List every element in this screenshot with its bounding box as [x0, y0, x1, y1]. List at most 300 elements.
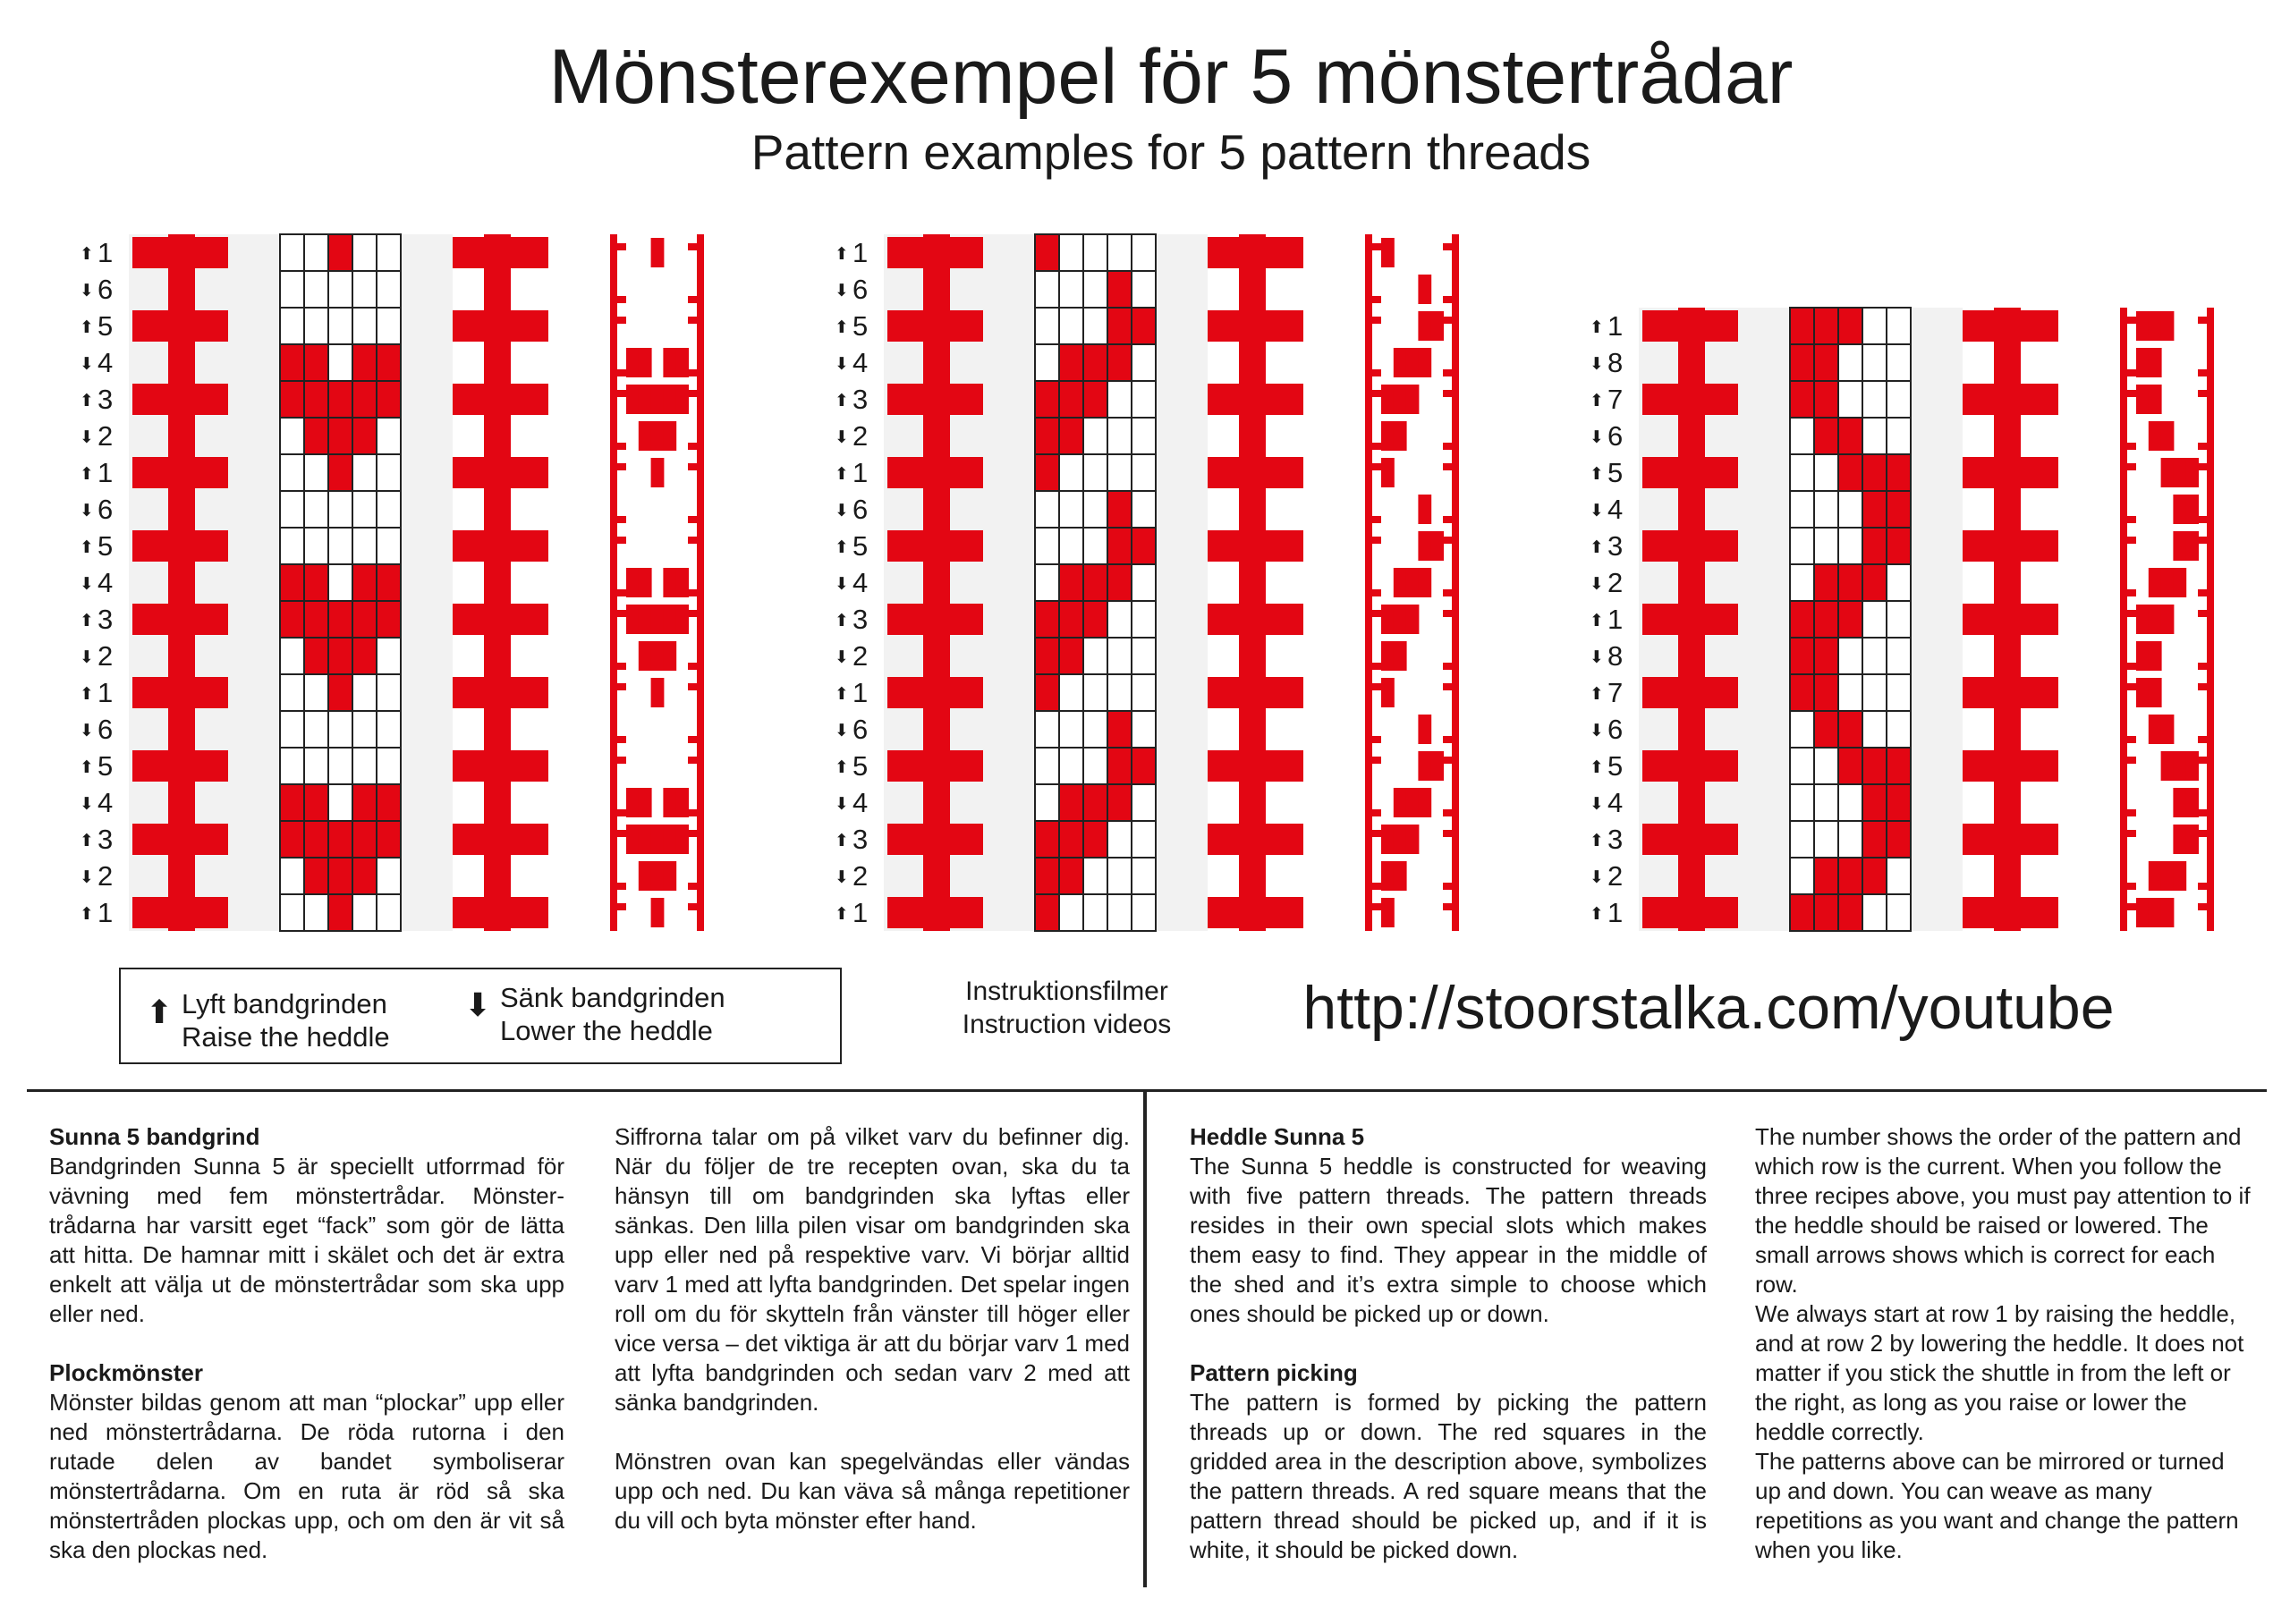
band-preview-tick — [617, 537, 626, 544]
arrow-down-icon: ⬇ — [1590, 722, 1604, 740]
row-label — [1586, 381, 1629, 418]
border-band-right-bar — [1994, 528, 2021, 564]
band-preview-edge — [1452, 638, 1459, 674]
border-band-left-bar — [923, 381, 950, 418]
row-number: 7 — [1607, 677, 1624, 708]
pattern-diagonal-cell — [1132, 858, 1156, 894]
pattern-diagonal-cell — [1035, 711, 1059, 748]
pattern-wave-cell — [1838, 381, 1862, 418]
band-preview-edge — [697, 784, 704, 821]
band-preview-tick — [1443, 463, 1452, 470]
legend-lower-en: Lower the heddle — [500, 1015, 713, 1046]
row-number: 4 — [98, 567, 114, 598]
pattern-heart-cell — [280, 308, 304, 344]
band-preview-edge — [1452, 418, 1459, 454]
pattern-wave-cell — [1887, 564, 1911, 601]
band-preview-motif — [1406, 385, 1420, 414]
pattern-heart-cell — [352, 308, 377, 344]
border-band-left-bar — [923, 564, 950, 601]
border-band-right-bar — [1994, 894, 2021, 931]
pattern-wave-cell — [1862, 601, 1887, 638]
band-preview-edge — [697, 491, 704, 528]
border-band-left-bar — [923, 711, 950, 748]
arrow-up-icon: ⬆ — [80, 905, 94, 924]
pattern-heart-cell — [377, 784, 401, 821]
band-preview-edge — [2120, 638, 2127, 674]
band-preview-tick — [688, 809, 697, 816]
pattern-heart-cell — [377, 418, 401, 454]
row-number: 1 — [852, 897, 869, 928]
pattern-diagonal-cell — [1035, 821, 1059, 858]
pattern-heart-cell — [304, 858, 328, 894]
border-band-right-bar — [484, 821, 511, 858]
pattern-heart-cell — [377, 308, 401, 344]
band-preview-motif — [2185, 825, 2199, 854]
pattern-wave-cell — [1814, 858, 1838, 894]
row-label — [831, 381, 874, 418]
band-preview-edge — [2120, 711, 2127, 748]
border-band-left-bar — [1678, 418, 1705, 454]
pattern-wave-cell — [1790, 454, 1814, 491]
band-preview-edge — [610, 234, 617, 271]
band-preview-tick — [617, 296, 626, 303]
band-preview-tick — [2198, 317, 2207, 324]
border-band-right-bar — [484, 491, 511, 528]
border-band-left-bar — [1678, 491, 1705, 528]
page-title: Mönsterexempel för 5 mönstertrådar — [548, 34, 1794, 120]
arrow-down-icon: ⬇ — [80, 502, 94, 520]
pattern-wave-cell — [1814, 564, 1838, 601]
pattern-heart-cell — [377, 894, 401, 931]
border-band-left-bar — [168, 564, 195, 601]
border-band-left-bar — [1678, 564, 1705, 601]
band-preview-tick — [1372, 390, 1381, 397]
band-preview-edge — [1365, 821, 1372, 858]
arrow-down-icon: ⬇ — [835, 428, 849, 447]
pattern-wave-cell — [1838, 674, 1862, 711]
band-preview-motif — [2161, 605, 2175, 634]
pattern-heart-cell — [377, 454, 401, 491]
band-preview-edge — [697, 858, 704, 894]
pattern-wave-cell — [1790, 601, 1814, 638]
pattern-diagonal-cell — [1132, 564, 1156, 601]
pattern-heart-cell — [304, 748, 328, 784]
border-band-left-bar — [923, 784, 950, 821]
border-band-left-bar — [923, 271, 950, 308]
band-preview-motif — [2185, 458, 2199, 487]
para-sunna5: Bandgrinden Sunna 5 är speciellt utforrmad för vävning med fem mönstertrådar. Mönster-trådarna har varsitt eget “fack” som gör de lätta att hitta. De hamnar mitt i skälet och det är extra enkelt att välja ut de mönstertrådar som ska upp eller ned. — [49, 1153, 564, 1327]
band-preview-motif — [1430, 751, 1444, 781]
band-preview-tick — [2198, 883, 2207, 890]
arrow-up-icon: ⬆ — [835, 758, 849, 777]
band-preview-tick — [1443, 903, 1452, 910]
pattern-wave-cell — [1814, 344, 1838, 381]
band-preview-edge — [610, 858, 617, 894]
arrow-down-icon: ⬇ — [80, 282, 94, 300]
pattern-heart-cell — [280, 491, 304, 528]
pattern-diagonal-cell — [1132, 784, 1156, 821]
band-preview-edge — [697, 601, 704, 638]
pattern-heart-cell — [352, 784, 377, 821]
band-preview-motif — [1394, 605, 1407, 634]
pattern-heart-cell — [377, 821, 401, 858]
row-number: 4 — [1607, 787, 1624, 818]
band-preview-motif — [2173, 825, 2186, 854]
band-preview-edge — [697, 821, 704, 858]
band-preview-motif — [1406, 348, 1420, 377]
pattern-heart-cell — [352, 381, 377, 418]
pattern-wave-cell — [1814, 418, 1838, 454]
row-label — [1586, 711, 1629, 748]
row-label — [76, 858, 119, 894]
legend-box — [119, 968, 842, 1064]
arrow-up-icon: ⬆ — [835, 685, 849, 704]
border-band-right-bar — [1994, 454, 2021, 491]
pattern-diagonal-cell — [1107, 894, 1132, 931]
band-preview-edge — [1452, 894, 1459, 931]
band-preview-motif — [675, 568, 689, 597]
pattern-heart-cell — [352, 564, 377, 601]
pattern-diagonal-cell — [1083, 601, 1107, 638]
border-band-right-bar — [484, 418, 511, 454]
band-preview-edge — [1452, 821, 1459, 858]
border-band-left-bar — [923, 454, 950, 491]
band-preview-edge — [697, 674, 704, 711]
row-label — [76, 528, 119, 564]
band-preview-tick — [2127, 443, 2136, 450]
pattern-wave-cell — [1862, 528, 1887, 564]
row-label — [1586, 748, 1629, 784]
videos-label — [903, 975, 1230, 1041]
band-preview-tick — [1443, 809, 1452, 816]
row-number: 8 — [1607, 347, 1624, 378]
row-label — [76, 491, 119, 528]
pattern-diagonal-cell — [1132, 381, 1156, 418]
row-label — [1586, 638, 1629, 674]
row-label — [831, 344, 874, 381]
pattern-wave-cell — [1790, 344, 1814, 381]
arrow-up-icon: ⬆ — [80, 465, 94, 484]
row-label — [76, 784, 119, 821]
pattern-heart-cell — [328, 711, 352, 748]
border-band-left-bar — [168, 381, 195, 418]
pattern-diagonal-cell — [1059, 564, 1083, 601]
band-preview-edge — [2207, 894, 2214, 931]
border-band-right-bar — [484, 748, 511, 784]
band-preview-motif — [663, 568, 676, 597]
pattern-wave-cell — [1887, 418, 1911, 454]
band-preview-tick — [688, 243, 697, 250]
band-preview-motif — [639, 385, 652, 414]
pattern-wave-cell — [1838, 528, 1862, 564]
band-preview-motif — [2185, 495, 2199, 524]
band-preview-edge — [697, 234, 704, 271]
pattern-heart-cell — [280, 638, 304, 674]
row-number: 3 — [852, 384, 869, 415]
band-preview-tick — [2127, 683, 2136, 690]
row-label — [831, 308, 874, 344]
band-preview-motif — [626, 385, 640, 414]
arrow-up-icon: ⬆ — [80, 832, 94, 850]
band-preview-motif — [2161, 421, 2175, 451]
band-preview-tick — [1372, 516, 1381, 523]
row-number: 1 — [1607, 310, 1624, 342]
pattern-diagonal-cell — [1132, 821, 1156, 858]
section-plockmonster — [49, 1358, 564, 1565]
pattern-wave-cell — [1862, 674, 1887, 711]
band-preview-motif — [1406, 568, 1420, 597]
band-preview-motif — [1394, 348, 1407, 377]
band-preview-motif — [2149, 641, 2162, 671]
band-preview-tick — [617, 589, 626, 596]
band-preview-motif — [2161, 751, 2175, 781]
legend-lower-sv: Sänk bandgrinden — [500, 982, 725, 1013]
band-preview-edge — [1365, 638, 1372, 674]
pattern-wave-cell — [1790, 564, 1814, 601]
band-preview-edge — [1365, 894, 1372, 931]
pattern-diagonal-cell — [1107, 748, 1132, 784]
band-preview-edge — [610, 381, 617, 418]
band-preview-motif — [2173, 751, 2186, 781]
band-preview-edge — [1365, 418, 1372, 454]
row-label — [76, 821, 119, 858]
border-band-left-bar — [1678, 784, 1705, 821]
row-number: 5 — [98, 750, 114, 782]
pattern-wave-cell — [1838, 344, 1862, 381]
pattern-diagonal-cell — [1083, 454, 1107, 491]
border-band-left-bar — [168, 894, 195, 931]
arrow-up-icon: ⬆ — [1590, 832, 1604, 850]
band-preview-motif — [626, 348, 640, 377]
band-preview-tick — [688, 683, 697, 690]
pattern-heart-cell — [280, 748, 304, 784]
pattern-wave-cell — [1838, 894, 1862, 931]
border-band-right-bar — [1239, 234, 1266, 271]
band-preview-tick — [2198, 516, 2207, 523]
pattern-diagonal-cell — [1132, 528, 1156, 564]
band-preview-motif — [1430, 531, 1444, 561]
pattern-diagonal-cell — [1059, 894, 1083, 931]
band-preview-tick — [617, 883, 626, 890]
band-preview-tick — [1443, 757, 1452, 764]
pattern-diagonal-cell — [1059, 271, 1083, 308]
band-preview-motif — [2149, 861, 2162, 891]
border-band-left-bar — [1678, 381, 1705, 418]
row-label — [831, 564, 874, 601]
section-pattern-picking — [1190, 1358, 1707, 1565]
pattern-heart-cell — [352, 234, 377, 271]
arrow-up-icon: ⬆ — [1590, 685, 1604, 704]
legend-lower — [500, 981, 725, 1047]
pattern-heart-cell — [304, 821, 328, 858]
row-label — [831, 894, 874, 931]
band-preview-motif — [639, 348, 652, 377]
band-preview-tick — [1372, 610, 1381, 617]
band-preview-tick — [2198, 809, 2207, 816]
pattern-heart-cell — [280, 454, 304, 491]
band-preview-edge — [697, 418, 704, 454]
band-preview-tick — [617, 736, 626, 743]
heading-pattern-picking: Pattern picking — [1190, 1359, 1358, 1386]
band-preview-tick — [1372, 663, 1381, 670]
band-preview-edge — [2120, 601, 2127, 638]
band-preview-tick — [2127, 663, 2136, 670]
band-preview-tick — [1372, 443, 1381, 450]
pattern-diagonal-cell — [1035, 784, 1059, 821]
pattern-wave-cell — [1862, 821, 1887, 858]
pattern-heart-cell — [328, 674, 352, 711]
row-number: 1 — [98, 897, 114, 928]
pattern-wave-cell — [1790, 381, 1814, 418]
pattern-diagonal-cell — [1035, 674, 1059, 711]
band-preview-motif — [2173, 531, 2186, 561]
arrow-up-icon: ⬆ — [80, 392, 94, 410]
pattern-wave-cell — [1790, 308, 1814, 344]
border-band-right-bar — [484, 858, 511, 894]
band-preview-tick — [617, 610, 626, 617]
pattern-diagonal-cell — [1059, 418, 1083, 454]
band-preview-edge — [2120, 381, 2127, 418]
band-preview-tick — [2198, 589, 2207, 596]
pattern-wave-cell — [1814, 381, 1838, 418]
pattern-diagonal-cell — [1107, 381, 1132, 418]
band-preview-tick — [2127, 390, 2136, 397]
border-band-left-bar — [168, 418, 195, 454]
band-preview-motif — [1381, 238, 1395, 267]
band-preview-tick — [2198, 537, 2207, 544]
border-band-left-bar — [168, 234, 195, 271]
band-preview-tick — [617, 903, 626, 910]
legend-raise-sv: Lyft bandgrinden — [182, 988, 387, 1019]
pattern-wave-cell — [1814, 638, 1838, 674]
pattern-diagonal-cell — [1083, 528, 1107, 564]
pattern-heart-cell — [328, 528, 352, 564]
pattern-diagonal-cell — [1059, 748, 1083, 784]
row-number: 4 — [1607, 494, 1624, 525]
pattern-wave-cell — [1838, 821, 1862, 858]
row-number: 3 — [98, 824, 114, 855]
band-preview-motif — [626, 568, 640, 597]
arrow-up-icon: ⬆ — [80, 612, 94, 630]
pattern-diagonal-cell — [1035, 858, 1059, 894]
band-preview-tick — [688, 296, 697, 303]
pattern-heart-cell — [328, 381, 352, 418]
band-preview-tick — [688, 589, 697, 596]
arrow-down-icon: ⬇ — [835, 868, 849, 887]
border-band-right-bar — [1994, 418, 2021, 454]
band-preview-tick — [688, 443, 697, 450]
border-band-left-bar — [168, 784, 195, 821]
band-preview-tick — [1443, 516, 1452, 523]
border-band-left-bar — [168, 308, 195, 344]
border-band-right-bar — [1239, 821, 1266, 858]
band-preview-edge — [2120, 894, 2127, 931]
band-preview-motif — [2136, 385, 2150, 414]
band-preview-motif — [2136, 641, 2150, 671]
pattern-wave-cell — [1790, 528, 1814, 564]
row-label — [1586, 894, 1629, 931]
band-preview-edge — [610, 491, 617, 528]
border-band-left-bar — [1678, 528, 1705, 564]
band-preview-tick — [1372, 883, 1381, 890]
border-band-right-bar — [1994, 711, 2021, 748]
border-band-right-bar — [1239, 308, 1266, 344]
pattern-diagonal-cell — [1059, 528, 1083, 564]
para-plockmonster: Mönster bildas genom att man “plockar” upp eller ned mönstertrådarna. De röda rutorna i den rutade delen av bandet symboliserar mönstertrådarna. Om en ruta är röd så ska mönstertråden plockas upp, och om den är vit så ska den plockas ned. — [49, 1389, 564, 1563]
band-preview-tick — [688, 903, 697, 910]
band-preview-motif — [1381, 861, 1395, 891]
band-preview-motif — [1394, 641, 1407, 671]
band-preview-edge — [1452, 308, 1459, 344]
band-preview-edge — [1365, 454, 1372, 491]
band-preview-edge — [2207, 821, 2214, 858]
pattern-wave-cell — [1838, 858, 1862, 894]
arrow-up-icon: ⬆ — [835, 245, 849, 264]
arrow-up-icon: ⬆ — [1590, 392, 1604, 410]
band-preview-edge — [1452, 344, 1459, 381]
border-band-right-bar — [1239, 271, 1266, 308]
row-label — [831, 271, 874, 308]
row-label — [1586, 344, 1629, 381]
band-preview-motif — [1406, 605, 1420, 634]
border-band-right-bar — [1239, 528, 1266, 564]
row-label — [76, 454, 119, 491]
heading-sunna5: Sunna 5 bandgrind — [49, 1123, 260, 1150]
pattern-diagonal-cell — [1035, 528, 1059, 564]
border-band-right-bar — [484, 308, 511, 344]
border-band-right-bar — [1994, 858, 2021, 894]
row-label — [831, 528, 874, 564]
band-preview-motif — [626, 825, 640, 854]
videos-en: Instruction videos — [962, 1010, 1172, 1039]
pattern-heart-cell — [280, 528, 304, 564]
youtube-link[interactable]: http://stoorstalka.com/youtube — [1302, 974, 2115, 1042]
pattern-wave-cell — [1887, 638, 1911, 674]
band-preview-motif — [663, 788, 676, 817]
pattern-diagonal-cell — [1107, 858, 1132, 894]
band-preview-tick — [2198, 663, 2207, 670]
band-preview-edge — [697, 344, 704, 381]
arrow-down-icon: ⬇ — [835, 355, 849, 374]
arrow-up-icon: ⬆ — [1590, 318, 1604, 337]
band-preview-edge — [1452, 784, 1459, 821]
pattern-diagonal-cell — [1132, 894, 1156, 931]
pattern-diagonal-cell — [1083, 711, 1107, 748]
border-band-right-bar — [484, 344, 511, 381]
band-preview-tick — [1372, 830, 1381, 837]
pattern-diagonal-cell — [1035, 344, 1059, 381]
row-number: 6 — [1607, 420, 1624, 452]
pattern-diagonal-cell — [1059, 784, 1083, 821]
band-preview-tick — [1372, 683, 1381, 690]
pattern-heart-cell — [352, 894, 377, 931]
arrow-down-icon: ⬇ — [80, 575, 94, 594]
row-number: 4 — [98, 787, 114, 818]
row-number: 1 — [1607, 604, 1624, 635]
pattern-diagonal-cell — [1107, 601, 1132, 638]
pattern-diagonal-cell — [1132, 674, 1156, 711]
band-preview-edge — [1365, 674, 1372, 711]
border-band-right-bar — [484, 454, 511, 491]
arrow-down-icon: ⬇ — [835, 575, 849, 594]
band-preview-edge — [1365, 344, 1372, 381]
pattern-wave-cell — [1814, 674, 1838, 711]
band-preview-motif — [2173, 568, 2186, 597]
band-preview-motif — [2161, 568, 2175, 597]
band-preview-edge — [2207, 638, 2214, 674]
pattern-heart-cell — [304, 894, 328, 931]
band-preview-motif — [1418, 568, 1431, 597]
